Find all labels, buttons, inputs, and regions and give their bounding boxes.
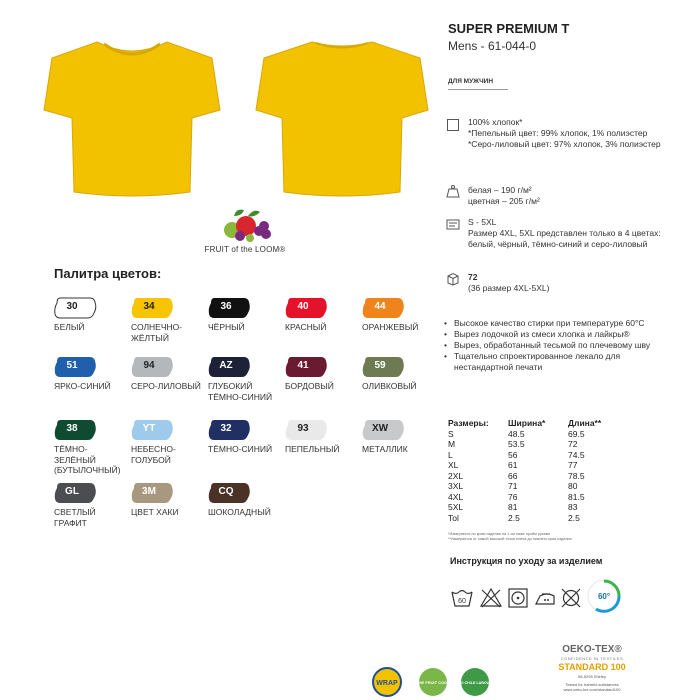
swatch-chip [208,419,252,441]
fabric-spec: 100% хлопок* *Пепельный цвет: 99% хлопок, 1% полиэстер *Серо-лиловый цвет: 97% хлопок, 3% полиэстер [468,117,661,149]
swatch-code: 44 [374,301,386,312]
svg-text:NO CHILD LABOUR: NO CHILD LABOUR [458,681,492,685]
swatch-chip [362,297,406,319]
size-table-cell: XL [448,460,459,470]
swatch-label: ЯРКО-СИНИЙ [54,381,111,391]
swatch-code: 93 [297,423,309,434]
audience-label: ДЛЯ МУЖЧИН [448,78,494,85]
weight-spec: белая – 190 г/м² цветная – 205 г/м² [468,185,540,206]
swatch-chip [54,419,98,441]
swatch-label: ПЕПЕЛЬНЫЙ [285,444,340,454]
size-table-cell: 72 [568,439,578,449]
size-table-cell: 5XL [448,502,464,512]
size-table-cell: 71 [508,481,518,491]
tshirt-back-image [252,40,432,200]
fruit-code-badge [418,667,448,697]
product-title: SUPER PREMIUM T [448,21,570,36]
swatch-label: БОРДОВЫЙ [285,381,334,391]
swatch-code: CQ [218,486,234,497]
swatch-chip [54,482,98,504]
no-bleach-icon [479,586,503,610]
swatch-code: 3M [142,486,156,497]
size-label-icon [446,218,460,232]
swatch-code: 40 [297,301,309,312]
size-table-cell: 80 [568,481,578,491]
size-table-header: Размеры: [448,418,489,428]
swatch-label: ШОКОЛАДНЫЙ [208,507,271,517]
swatch-chip [285,297,329,319]
size-table-cell: 53.5 [508,439,525,449]
size-table-cell: 56 [508,449,518,460]
swatch-code: GL [65,486,79,497]
feature-item: • Высокое качество стирки при температуре 60°C [442,318,672,329]
size-table-cell: M [448,439,456,449]
feature-item: • Вырез, обработанный тесьмой по плечевому шву [442,340,672,351]
feature-item: • Вырез лодочкой из смеси хлопка и лайкры® [442,329,672,340]
iron-icon [533,586,557,610]
size-table-cell: 66 [508,470,518,481]
swatch-label: ОРАНЖЕВЫЙ [362,322,419,332]
size-table-cell: 81.5 [568,491,585,502]
size-note-length: **Измеряется от самой высокой точки плеча до нижнего края изделия [448,537,572,541]
swatch-code: 34 [143,301,155,312]
size-table-cell: 83 [568,502,578,512]
wrap-badge [372,667,402,697]
swatch-code: AZ [219,360,233,371]
size-table-cell: 2XL [448,470,464,481]
size-table-cell: 77 [568,460,578,470]
swatch-label: ЦВЕТ ХАКИ [131,507,179,517]
swatch-label: ГЛУБОКИЙ ТЁМНО-СИНИЙ [208,381,273,402]
sizes-spec: S - 5XL Размер 4XL, 5XL представлен только в 4 цветах: белый, чёрный, тёмно-синий и серо-лиловый [468,217,661,249]
swatch-chip [362,419,406,441]
size-table-cell: 78.5 [568,470,585,481]
swatch-code: 51 [66,360,78,371]
svg-text:60: 60 [458,598,466,605]
size-table-cell: 81 [508,502,518,512]
swatch-label: ОЛИВКОВЫЙ [362,381,417,391]
swatch-chip [131,482,175,504]
swatch-label: СЕРО-ЛИЛОВЫЙ [131,381,201,391]
svg-text:THE FRUIT CODE: THE FRUIT CODE [416,680,450,685]
swatch-label: БЕЛЫЙ [54,322,85,332]
swatch-chip [208,297,252,319]
swatch-label: КРАСНЫЙ [285,322,327,332]
fruit-of-the-loom-logo [204,206,286,262]
swatch-label: МЕТАЛЛИК [362,444,408,454]
swatch-code: 36 [220,301,232,312]
wash-60-icon [450,586,474,610]
product-subtitle: Mens - 61-044-0 [448,39,537,53]
brand-logo-text: FRUIT of the LOOM® [204,245,286,254]
swatch-label: ТЁМНО-ЗЕЛЁНЫЙ (БУТЫЛОЧНЫЙ) [54,444,121,475]
tshirt-front-image [42,40,222,200]
swatch-code: 38 [66,423,78,434]
swatch-code: 41 [297,360,309,371]
swatch-code: 94 [143,360,155,371]
size-note-width: *Измеряется по краю изделия на 1 см ниже пройм рукава [448,532,550,536]
size-table-cell: 2.5 [508,512,520,523]
weight-icon [446,184,460,198]
size-table-header: Ширина* [508,418,546,428]
swatch-chip [285,419,329,441]
svg-text:WRAP: WRAP [376,680,398,687]
size-table-cell: Tol [448,512,459,523]
fabric-icon [446,118,460,132]
no-child-labour-badge [460,667,490,697]
size-table-cell: S [448,428,454,439]
size-table-header: Длина** [568,418,602,428]
care-title: Инструкция по уходу за изделием [450,556,603,566]
size-table-cell: 76 [508,491,518,502]
wash-60-badge [586,578,622,614]
swatch-code: YT [142,423,156,434]
size-table-cell: 74.5 [568,449,585,460]
swatch-chip [285,356,329,378]
feature-list [442,318,672,373]
size-table-cell: 61 [508,460,518,470]
size-table-cell: 3XL [448,481,464,491]
swatch-code: XW [371,423,389,434]
no-dry-clean-icon [559,586,583,610]
swatch-chip [131,419,175,441]
swatch-chip [54,297,98,319]
feature-item: • Тщательно спроектированное лекало для нестандартной печати [442,351,672,373]
divider [448,89,508,90]
pack-spec: 72 (36 размер 4XL-5XL) [468,272,550,293]
tumble-dry-icon [506,586,530,610]
swatch-code: 32 [220,423,232,434]
swatch-chip [131,297,175,319]
swatch-label: СВЕТЛЫЙ ГРАФИТ [54,507,96,528]
swatch-chip [208,356,252,378]
swatch-label: СОЛНЕЧНО-ЖЁЛТЫЙ [131,322,183,343]
swatch-chip [131,356,175,378]
size-table-cell: 69.5 [568,428,585,439]
size-table-cell: 4XL [448,491,464,502]
size-table-cell: L [448,449,453,460]
swatch-label: НЕБЕСНО-ГОЛУБОЙ [131,444,176,465]
swatch-label: ЧЁРНЫЙ [208,322,245,332]
swatch-chip [54,356,98,378]
palette-title: Палитра цветов: [54,266,162,281]
swatch-code: 59 [374,360,386,371]
oeko-tex-label: OEKO-TEX® CONFIDENCE IN TEXTILES STANDARD 100 08-5295 Shirley Tested for harmful substances www.oeko-tex.com/standard100 [558,644,626,692]
swatch-chip [208,482,252,504]
swatch-label: ТЁМНО-СИНИЙ [208,444,273,454]
size-table-cell: 2.5 [568,512,580,523]
svg-text:60°: 60° [597,592,611,601]
box-icon [446,272,460,286]
swatch-chip [362,356,406,378]
size-table-cell: 48.5 [508,428,525,439]
swatch-code: 30 [66,301,78,312]
